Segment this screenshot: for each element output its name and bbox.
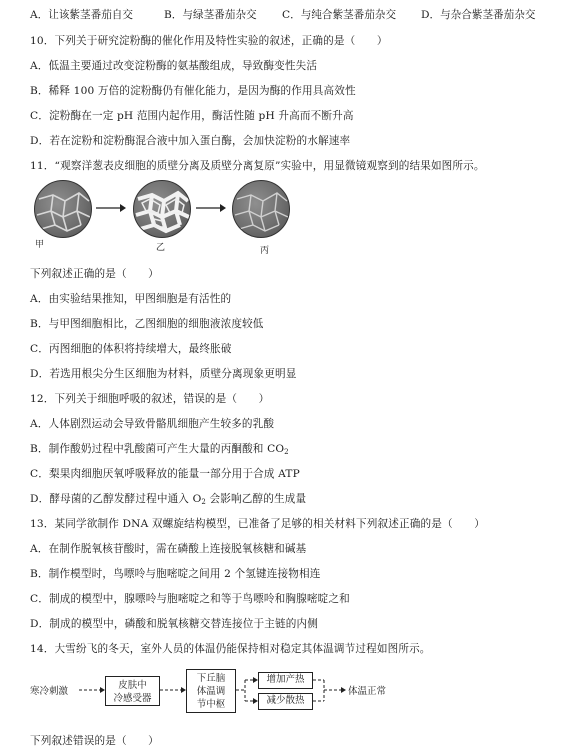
cell-label-yi: 乙: [156, 243, 166, 253]
diagram-box-hypothalamus: [186, 669, 236, 713]
diagram-start-label: 寒冷刺激: [30, 686, 69, 697]
diagram-box-hypothalamus-line3: 节中枢: [196, 699, 226, 710]
question-12-option-b-text: B．制作酸奶过程中乳酸菌可产生大量的丙酮酸和 CO: [30, 443, 285, 455]
diagram-box-reduce-heat-loss: 减少散热: [258, 693, 313, 710]
top-option-c[interactable]: C．与纯合紫茎番茄杂交: [282, 9, 397, 21]
question-13-option-c[interactable]: C．制成的模型中，腺嘌呤与胞嘧啶之和等于鸟嘌呤和胸腺嘧啶之和: [30, 593, 350, 605]
top-option-b[interactable]: B．与绿茎番茄杂交: [164, 9, 257, 21]
question-14-stem: 14．大雪纷飞的冬天，室外人员的体温仍能保持相对稳定其体温调节过程如图所示。: [30, 643, 431, 655]
question-12-option-a[interactable]: A．人体剧烈运动会导致骨骼肌细胞产生较多的乳酸: [30, 418, 275, 430]
question-10-option-d[interactable]: D．若在淀粉和淀粉酶混合液中加入蛋白酶，会加快淀粉的水解速率: [30, 135, 351, 147]
question-12-option-d-text-end: 会影响乙醇的生成量: [206, 493, 307, 505]
diagram-box-cold-receptor: [105, 676, 160, 706]
diagram-box-hypothalamus-line2: 体温调: [196, 686, 226, 697]
question-12-stem: 12．下列关于细胞呼吸的叙述，错误的是（ ）: [30, 393, 270, 405]
question-10-option-b[interactable]: B．稀释 100 万倍的淀粉酶仍有催化能力，是因为酶的作用具高效性: [30, 85, 356, 97]
question-10-option-c[interactable]: C．淀粉酶在一定 pH 范围内起作用，酶活性随 pH 升高而不断升高: [30, 110, 354, 122]
question-14-prompt: 下列叙述错误的是（ ）: [30, 735, 159, 747]
question-12-option-d-text: D．酵母菌的乙醇发酵过程中通入 O: [30, 493, 202, 505]
diagram-box-cold-receptor-line1: 皮肤中: [118, 680, 147, 691]
question-13-stem: 13．某同学欲制作 DNA 双螺旋结构模型，已准备了足够的相关材料下列叙述正确的是（ ）: [30, 518, 485, 530]
question-12-option-c[interactable]: C．梨果肉细胞厌氧呼吸释放的能量一部分用于合成 ATP: [30, 468, 300, 480]
top-option-a[interactable]: A．让该紫茎番茄自交: [30, 9, 133, 21]
question-11-option-b[interactable]: B．与甲图细胞相比，乙图细胞的细胞液浓度较低: [30, 318, 264, 330]
question-11-option-d[interactable]: D．若选用根尖分生区细胞为材料，质壁分离现象更明显: [30, 368, 297, 380]
diagram-end-label: 体温正常: [348, 686, 387, 697]
question-10-stem: 10．下列关于研究淀粉酶的催化作用及特性实验的叙述，正确的是（ ）: [30, 35, 388, 47]
diagram-box-hypothalamus-line1: 下丘脑: [196, 673, 226, 684]
question-11-option-c[interactable]: C．丙图细胞的体积将持续增大，最终胀破: [30, 343, 232, 355]
question-12-option-d-subscript: 2: [201, 498, 207, 506]
question-13-option-a[interactable]: A．在制作脱氧核苷酸时，需在磷酸上连接脱氧核糖和碱基: [30, 543, 307, 555]
question-13-option-d[interactable]: D．制成的模型中，磷酸和脱氧核糖交替连接位于主链的内侧: [30, 618, 318, 630]
cell-label-bing: 丙: [260, 246, 270, 256]
question-11-stem: 11．“观察洋葱表皮细胞的质壁分离及质壁分离复原”实验中，用显微镜观察到的结果如图所示。: [30, 160, 485, 172]
question-11-option-a[interactable]: A．由实验结果推知，甲图细胞是有活性的: [30, 293, 232, 305]
cell-label-jia: 甲: [35, 240, 45, 250]
question-13-option-b[interactable]: B．制作模型时，鸟嘌呤与胞嘧啶之间用 2 个氢键连接物相连: [30, 568, 321, 580]
question-10-option-a[interactable]: A．低温主要通过改变淀粉酶的氨基酸组成，导致酶变性失活: [30, 60, 318, 72]
top-option-d[interactable]: D．与杂合紫茎番茄杂交: [421, 9, 536, 21]
question-12-option-b-subscript: 2: [284, 448, 289, 456]
diagram-box-increase-heat: 增加产热: [258, 672, 313, 689]
question-11-prompt: 下列叙述正确的是（ ）: [30, 268, 159, 280]
diagram-box-cold-receptor-line2: 冷感受器: [113, 693, 152, 704]
